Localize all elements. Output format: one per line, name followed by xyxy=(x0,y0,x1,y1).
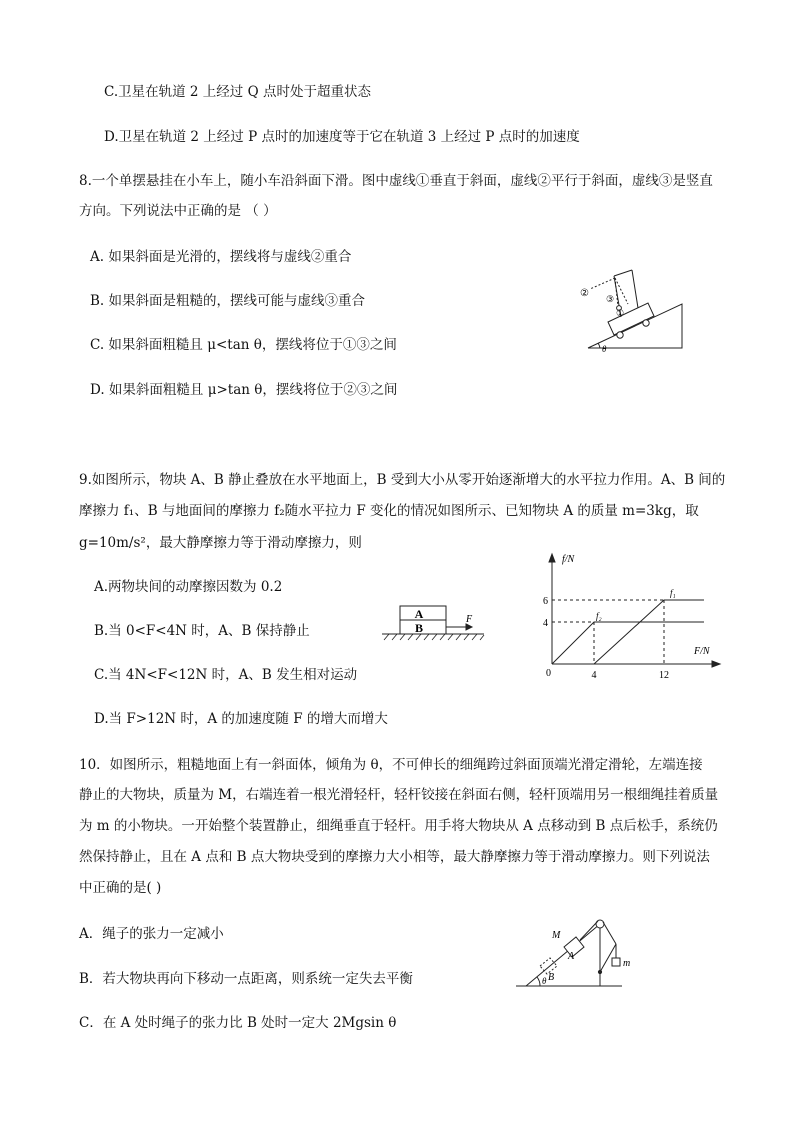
label-1: ① xyxy=(616,308,625,318)
y-axis-label: f/N xyxy=(562,554,575,565)
q8-option-a: A. 如果斜面是光滑的，摆线将与虚线②重合 xyxy=(90,249,352,265)
f2-label: f₂ xyxy=(596,611,602,621)
label-a: A xyxy=(568,951,575,962)
q9-block-figure xyxy=(380,600,490,646)
x-tick-4: 4 xyxy=(591,670,597,681)
q10-stem-line3: 为 m 的小物块。一开始整个装置静止，细绳垂直于轻杆。用手将大物块从 A 点移动到 B 点后松手，系统仍 xyxy=(79,818,718,834)
q9-option-a: A.两物块间的动摩擦因数为 0.2 xyxy=(94,579,283,595)
label-b: B xyxy=(548,972,555,983)
q9-stem-line3: g=10m/s²，最大静摩擦力等于滑动摩擦力，则 xyxy=(79,535,362,551)
x-axis-label: F/N xyxy=(694,646,710,657)
x-tick-0: 0 xyxy=(546,668,551,679)
angle-theta: θ xyxy=(542,976,547,986)
angle-theta: θ xyxy=(602,344,607,354)
incline-slope xyxy=(526,924,600,986)
q8-incline-figure xyxy=(568,262,696,356)
q10-stem-line5: 中正确的是( ) xyxy=(79,880,162,896)
q10-option-b: B．若大物块再向下移动一点距离，则系统一定失去平衡 xyxy=(79,971,413,987)
q10-stem-line4: 然保持静止，且在 A 点和 B 点大物块受到的摩擦力大小相等，最大静摩擦力等于滑动摩擦力。则下列说法 xyxy=(79,849,710,865)
cart-body xyxy=(608,303,654,335)
label-big-m: M xyxy=(552,930,561,941)
q10-stem-line2: 静止的大物块，质量为 M，右端连着一根光滑轻杆，轻杆铰接在斜面右侧，轻杆顶端用另一根细绳挂着质量 xyxy=(79,787,719,803)
cart-wheel-icon xyxy=(643,320,649,326)
q7-option-d: D.卫星在轨道 2 上经过 P 点时的加速度等于它在轨道 3 上经过 P 点时的加速度 xyxy=(104,129,580,145)
curve-f1 xyxy=(594,600,704,664)
q9-option-c: C.当 4N<F<12N 时，A、B 发生相对运动 xyxy=(94,667,358,683)
label-b: B xyxy=(414,621,424,635)
y-tick-6: 6 xyxy=(543,596,548,607)
curve-f2 xyxy=(552,622,704,664)
q10-option-c: C．在 A 处时绳子的张力比 B 处时一定大 2Mgsin θ xyxy=(79,1015,397,1031)
q9-friction-graph xyxy=(532,548,722,684)
q9-stem-line2: 摩擦力 f₁、B 与地面间的摩擦力 f₂随水平拉力 F 变化的情况如图所示、已知物块 A 的质量 m=3kg，取 xyxy=(79,503,699,519)
q10-option-a: A．绳子的张力一定减小 xyxy=(79,926,224,942)
line-2-parallel xyxy=(590,278,615,289)
q8-option-b: B. 如果斜面是粗糙的，摆线可能与虚线③重合 xyxy=(90,293,366,309)
f1-label: f₁ xyxy=(670,588,676,598)
q8-stem-line2: 方向。下列说法中正确的是 （ ） xyxy=(79,203,277,219)
label-f: F xyxy=(466,614,473,625)
q8-option-d: D. 如果斜面粗糙且 μ>tan θ，摆线将位于②③之间 xyxy=(90,382,398,398)
label-small-m: m xyxy=(623,958,631,969)
label-2: ② xyxy=(580,288,589,299)
q9-stem-line1: 9.如图所示，物块 A、B 静止叠放在水平地面上，B 受到大小从零开始逐渐增大的水平拉力作用。A、B 间的 xyxy=(79,472,726,488)
label-3: ③ xyxy=(606,294,615,304)
y-tick-4: 4 xyxy=(543,618,548,629)
q10-stem-line1: 10．如图所示，粗糙地面上有一斜面体，倾角为 θ，不可伸长的细绳跨过斜面顶端光滑定滑轮，左端连接 xyxy=(79,757,703,773)
block-small-m xyxy=(612,958,620,966)
q8-stem-line1: 8.一个单摆悬挂在小车上，随小车沿斜面下滑。图中虚线①垂直于斜面，虚线②平行于斜面，虚线③是竖直 xyxy=(79,173,713,189)
q10-incline-figure xyxy=(512,914,662,990)
q8-option-c: C. 如果斜面粗糙且 μ<tan θ，摆线将位于①③之间 xyxy=(90,337,397,353)
q9-option-d: D.当 F>12N 时，A 的加速度随 F 的增大而增大 xyxy=(94,711,388,727)
q9-option-b: B.当 0<F<4N 时，A、B 保持静止 xyxy=(94,623,310,639)
q7-option-c: C.卫星在轨道 2 上经过 Q 点时处于超重状态 xyxy=(104,84,371,100)
x-tick-12: 12 xyxy=(659,670,669,681)
cart-wheel-icon xyxy=(617,332,623,338)
label-a: A xyxy=(414,607,424,621)
